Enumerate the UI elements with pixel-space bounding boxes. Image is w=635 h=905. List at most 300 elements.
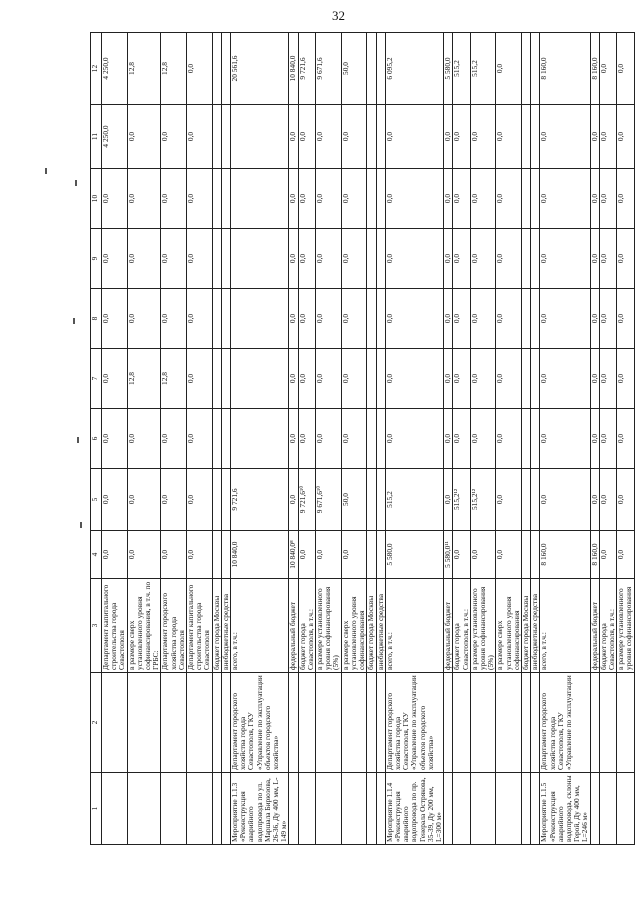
cell-c2 (367, 673, 376, 773)
value-cell (376, 229, 385, 289)
value-cell: 0,0 (453, 105, 470, 169)
value-cell: 0,0 (470, 531, 496, 579)
value-cell: 0,0 (496, 169, 522, 229)
cell-c1 (161, 773, 187, 845)
value-cell (212, 469, 221, 531)
value-cell (521, 289, 530, 349)
value-cell: 0,0 (187, 33, 213, 105)
table-row (127, 33, 161, 845)
value-cell: 0,0 (599, 289, 616, 349)
value-cell: 12,8 (161, 33, 187, 105)
value-cell: 0,0 (187, 229, 213, 289)
scan-mark (73, 318, 75, 324)
value-cell: 0,0 (161, 229, 187, 289)
cell-c3: внебюджетные средства (221, 579, 230, 673)
value-cell: 4 250,0 (102, 105, 128, 169)
value-cell (376, 531, 385, 579)
column-header: 8 (91, 289, 102, 349)
table-row (231, 33, 289, 845)
cell-c1 (212, 773, 221, 845)
value-cell: 0,0 (316, 409, 342, 469)
page-number: 32 (332, 8, 345, 23)
value-cell: 9 671,6 (316, 33, 342, 105)
value-cell: 9 721,6¹⁰ (298, 469, 315, 531)
value-cell: 0,0 (444, 169, 453, 229)
value-cell: 0,0 (102, 469, 128, 531)
cell-c3: в размере сверх установленного уровня софинансирования, в т.ч. по ГРБС: (127, 579, 161, 673)
value-cell: 0,0 (444, 409, 453, 469)
value-cell: 0,0 (187, 289, 213, 349)
value-cell: 0,0 (289, 349, 298, 409)
cell-c1 (187, 773, 213, 845)
value-cell: 10 840,0 (231, 531, 289, 579)
value-cell: 0,0 (127, 531, 161, 579)
value-cell (376, 349, 385, 409)
value-cell: 0,0 (289, 169, 298, 229)
value-cell: 0,0 (590, 229, 599, 289)
table-row (316, 33, 342, 845)
value-cell: 0,0 (298, 289, 315, 349)
value-cell: 0,0 (341, 105, 367, 169)
value-cell: 0,0 (470, 409, 496, 469)
value-cell (521, 531, 530, 579)
value-cell: 0,0 (341, 229, 367, 289)
column-header: 6 (91, 409, 102, 469)
value-cell: 0,0 (102, 229, 128, 289)
value-cell: 0,0 (341, 409, 367, 469)
value-cell: 20 561,6 (231, 33, 289, 105)
table-row (341, 33, 367, 845)
cell-c1: Мероприятие 1.1.3 «Реконструкция аварийного водопровода по ул. Маршала Бирюзова, 26-36, Ду 400 мм, L-149 м» (231, 773, 289, 845)
table-row (617, 33, 634, 845)
value-cell: 0,0 (385, 409, 443, 469)
column-header: 9 (91, 229, 102, 289)
column-header: 4 (91, 531, 102, 579)
value-cell: 0,0 (599, 409, 616, 469)
value-cell: 0,0 (540, 409, 590, 469)
value-cell (221, 229, 230, 289)
value-cell (521, 469, 530, 531)
table-row (496, 33, 522, 845)
value-cell: 515,2¹² (470, 469, 496, 531)
value-cell: 0,0 (453, 289, 470, 349)
rotated-table-container (90, 33, 634, 845)
value-cell: 0,0 (385, 169, 443, 229)
cell-c2: Департамент городского хозяйства города Севастополя, ГКУ «Управление по эксплуатации (540, 673, 590, 773)
value-cell (367, 531, 376, 579)
value-cell: 0,0 (385, 105, 443, 169)
cell-c2 (453, 673, 470, 773)
value-cell: 515,2 (385, 469, 443, 531)
value-cell (221, 349, 230, 409)
cell-c3: всего, в т.ч.: (385, 579, 443, 673)
cell-c3: бюджет города Севастополя, в т.ч.: (599, 579, 616, 673)
value-cell (367, 349, 376, 409)
value-cell (376, 409, 385, 469)
value-cell (367, 409, 376, 469)
value-cell: 0,0 (470, 169, 496, 229)
value-cell: 0,0 (540, 349, 590, 409)
value-cell (521, 33, 530, 105)
value-cell: 0,0 (617, 33, 634, 105)
value-cell: 0,0 (599, 33, 616, 105)
value-cell (376, 169, 385, 229)
cell-c2 (444, 673, 453, 773)
value-cell: 0,0 (617, 289, 634, 349)
value-cell (212, 229, 221, 289)
value-cell: 0,0 (540, 229, 590, 289)
cell-c1 (127, 773, 161, 845)
cell-c3: в размере установленного уровня софинансирования (5%) (470, 579, 496, 673)
cell-c3: бюджет города Москвы (521, 579, 530, 673)
value-cell (212, 105, 221, 169)
column-header: 3 (91, 579, 102, 673)
cell-c2 (341, 673, 367, 773)
value-cell: 0,0 (161, 105, 187, 169)
value-cell: 0,0 (161, 531, 187, 579)
value-cell: 10 840,0⁸ (289, 531, 298, 579)
table-row (470, 33, 496, 845)
value-cell: 0,0 (453, 229, 470, 289)
cell-c2 (599, 673, 616, 773)
value-cell: 0,0 (289, 469, 298, 531)
value-cell: 0,0 (127, 105, 161, 169)
value-cell: 0,0 (617, 169, 634, 229)
value-cell: 0,0 (453, 349, 470, 409)
cell-c3: Департамент капитального строительства города Севастополя (187, 579, 213, 673)
value-cell: 0,0 (298, 531, 315, 579)
column-header: 10 (91, 169, 102, 229)
table-row (212, 33, 221, 845)
cell-c2 (376, 673, 385, 773)
cell-c1 (316, 773, 342, 845)
table-row (540, 33, 590, 845)
column-header-row (91, 33, 102, 845)
value-cell: 0,0 (289, 409, 298, 469)
value-cell: 0,0 (385, 229, 443, 289)
value-cell: 0,0 (540, 105, 590, 169)
table-row (161, 33, 187, 845)
cell-c3: внебюджетные средства (376, 579, 385, 673)
value-cell (376, 469, 385, 531)
value-cell: 0,0 (298, 349, 315, 409)
value-cell: 12,8 (127, 33, 161, 105)
value-cell: 0,0 (444, 469, 453, 531)
value-cell: 0,0 (617, 531, 634, 579)
table-row (376, 33, 385, 845)
value-cell (231, 289, 289, 349)
value-cell (521, 169, 530, 229)
value-cell: 0,0 (385, 289, 443, 349)
column-header: 2 (91, 673, 102, 773)
value-cell: 0,0 (187, 469, 213, 531)
value-cell: 0,0 (617, 469, 634, 531)
value-cell: 0,0 (289, 105, 298, 169)
value-cell (212, 33, 221, 105)
value-cell: 0,0 (444, 105, 453, 169)
cell-c1 (102, 773, 128, 845)
value-cell: 0,0 (590, 289, 599, 349)
value-cell: 5 580,0 (444, 33, 453, 105)
value-cell: 0,0 (496, 289, 522, 349)
cell-c2: Департамент городского хозяйства города Севастополя, ГКУ «Управление по эксплуатации объектов городского хозяйства» (385, 673, 443, 773)
value-cell: 0,0 (540, 169, 590, 229)
value-cell: 0,0 (187, 349, 213, 409)
value-cell: 0,0 (298, 169, 315, 229)
value-cell (221, 289, 230, 349)
table-row (289, 33, 298, 845)
value-cell: 0,0 (316, 105, 342, 169)
value-cell: 515,2¹² (453, 469, 470, 531)
value-cell: 5 580,0¹¹ (444, 531, 453, 579)
value-cell: 0,0 (385, 349, 443, 409)
table-row (102, 33, 128, 845)
value-cell (521, 105, 530, 169)
column-header: 7 (91, 349, 102, 409)
value-cell (521, 409, 530, 469)
value-cell: 50,0 (341, 33, 367, 105)
value-cell: 0,0 (496, 469, 522, 531)
value-cell (521, 229, 530, 289)
value-cell: 0,0 (316, 229, 342, 289)
value-cell: 0,0 (298, 105, 315, 169)
value-cell: 0,0 (590, 105, 599, 169)
value-cell: 0,0 (187, 105, 213, 169)
value-cell: 9 721,6 (298, 33, 315, 105)
value-cell (231, 169, 289, 229)
value-cell: 0,0 (102, 409, 128, 469)
value-cell: 0,0 (590, 409, 599, 469)
value-cell: 0,0 (470, 349, 496, 409)
value-cell (231, 229, 289, 289)
value-cell: 0,0 (289, 289, 298, 349)
cell-c3: в размере сверх установленного уровня софинансирования (496, 579, 522, 673)
value-cell: 0,0 (161, 289, 187, 349)
cell-c1 (444, 773, 453, 845)
value-cell: 0,0 (590, 169, 599, 229)
cell-c3: федеральный бюджет (444, 579, 453, 673)
value-cell: 0,0 (496, 409, 522, 469)
scan-mark (77, 437, 79, 443)
cell-c3: в размере сверх установленного уровня софинансирования (341, 579, 367, 673)
value-cell: 0,0 (444, 229, 453, 289)
value-cell: 9 671,6¹⁰ (316, 469, 342, 531)
value-cell: 0,0 (341, 169, 367, 229)
value-cell: 0,0 (161, 469, 187, 531)
cell-c1 (470, 773, 496, 845)
value-cell: 0,0 (453, 531, 470, 579)
value-cell (212, 531, 221, 579)
value-cell (367, 289, 376, 349)
value-cell (212, 409, 221, 469)
cell-c1 (298, 773, 315, 845)
value-cell: 10 840,0 (289, 33, 298, 105)
value-cell: 0,0 (453, 169, 470, 229)
table-row (599, 33, 616, 845)
value-cell: 8 160,0 (590, 531, 599, 579)
cell-c3: Департамент городского хозяйства города Севастополя (161, 579, 187, 673)
value-cell: 0,0 (599, 105, 616, 169)
table-row (367, 33, 376, 845)
value-cell: 0,0 (470, 229, 496, 289)
value-cell: 0,0 (127, 169, 161, 229)
value-cell: 0,0 (599, 531, 616, 579)
value-cell: 0,0 (316, 169, 342, 229)
cell-c1 (453, 773, 470, 845)
value-cell: 0,0 (599, 229, 616, 289)
value-cell: 0,0 (316, 531, 342, 579)
value-cell (367, 169, 376, 229)
value-cell (221, 169, 230, 229)
value-cell: 0,0 (617, 229, 634, 289)
cell-c1 (289, 773, 298, 845)
value-cell: 4 250,0 (102, 33, 128, 105)
value-cell (521, 349, 530, 409)
value-cell: 0,0 (102, 289, 128, 349)
value-cell (367, 229, 376, 289)
cell-c3: бюджет города Москвы (212, 579, 221, 673)
value-cell: 50,0 (341, 469, 367, 531)
value-cell: 0,0 (127, 469, 161, 531)
value-cell: 0,0 (341, 531, 367, 579)
value-cell: 0,0 (590, 469, 599, 531)
value-cell: 0,0 (496, 349, 522, 409)
value-cell: 515,2 (453, 33, 470, 105)
value-cell: 0,0 (187, 169, 213, 229)
cell-c3: внебюджетные средства (531, 579, 540, 673)
value-cell: 5 580,0 (385, 531, 443, 579)
scan-mark (80, 522, 82, 528)
cell-c2 (316, 673, 342, 773)
table-body (102, 33, 635, 845)
value-cell: 0,0 (599, 169, 616, 229)
value-cell (376, 105, 385, 169)
value-cell: 6 095,2 (385, 33, 443, 105)
cell-c3: всего, в т.ч.: (231, 579, 289, 673)
value-cell: 0,0 (599, 469, 616, 531)
cell-c3: федеральный бюджет (289, 579, 298, 673)
value-cell (231, 409, 289, 469)
value-cell: 0,0 (127, 289, 161, 349)
value-cell: 0,0 (617, 105, 634, 169)
cell-c1 (521, 773, 530, 845)
value-cell (221, 409, 230, 469)
value-cell: 0,0 (102, 169, 128, 229)
value-cell (367, 33, 376, 105)
cell-c2: Департамент городского хозяйства города Севастополя, ГКУ «Управление по эксплуатации объектов городского хозяйства» (231, 673, 289, 773)
value-cell: 0,0 (617, 409, 634, 469)
value-cell (221, 105, 230, 169)
value-cell: 0,0 (102, 349, 128, 409)
cell-c1 (590, 773, 599, 845)
column-header: 1 (91, 773, 102, 845)
value-cell (376, 33, 385, 105)
cell-c2 (212, 673, 221, 773)
value-cell: 12,8 (161, 349, 187, 409)
cell-c3: всего, в т.ч.: (540, 579, 590, 673)
scan-mark (45, 168, 47, 174)
value-cell: 0,0 (316, 349, 342, 409)
table-row (385, 33, 443, 845)
value-cell: 0,0 (496, 33, 522, 105)
cell-c1 (617, 773, 634, 845)
cell-c3: бюджет города Москвы (367, 579, 376, 673)
value-cell: 0,0 (540, 469, 590, 531)
cell-c1: Мероприятие 1.1.5 «Реконструкция аварийного водопровода, склоны Герой, Ду 400 мм, L=246 м» (540, 773, 590, 845)
table-row (590, 33, 599, 845)
cell-c3: бюджет города Севастополя, в т.ч.: (298, 579, 315, 673)
budget-table (90, 32, 635, 845)
cell-c3: федеральный бюджет (590, 579, 599, 673)
value-cell: 0,0 (316, 289, 342, 349)
value-cell: 0,0 (617, 349, 634, 409)
cell-c2 (521, 673, 530, 773)
value-cell: 0,0 (496, 229, 522, 289)
value-cell: 0,0 (599, 349, 616, 409)
column-header: 5 (91, 469, 102, 531)
value-cell (231, 349, 289, 409)
value-cell: 0,0 (444, 349, 453, 409)
cell-c1: Мероприятие 1.1.4 «Реконструкция аварийного водопровода по пр. Генерала Острякова, 35-39, Ду 200 мм, L=300 м» (385, 773, 443, 845)
value-cell: 0,0 (187, 409, 213, 469)
value-cell: 8 160,0 (540, 531, 590, 579)
value-cell: 0,0 (102, 531, 128, 579)
cell-c2 (187, 673, 213, 773)
value-cell: 0,0 (127, 409, 161, 469)
value-cell (212, 349, 221, 409)
cell-c2 (161, 673, 187, 773)
value-cell: 0,0 (298, 229, 315, 289)
cell-c3: Департамент капитального строительства города Севастополя (102, 579, 128, 673)
cell-c1 (367, 773, 376, 845)
value-cell (212, 289, 221, 349)
cell-c2 (590, 673, 599, 773)
value-cell (367, 105, 376, 169)
value-cell: 0,0 (341, 289, 367, 349)
value-cell: 0,0 (298, 409, 315, 469)
cell-c3: в размере установленного уровня софинансирования (617, 579, 634, 673)
value-cell (231, 105, 289, 169)
value-cell: 0,0 (496, 105, 522, 169)
table-row (298, 33, 315, 845)
value-cell (367, 469, 376, 531)
value-cell: 12,8 (127, 349, 161, 409)
value-cell: 0,0 (341, 349, 367, 409)
table-row (187, 33, 213, 845)
cell-c1 (376, 773, 385, 845)
value-cell: 0,0 (590, 349, 599, 409)
cell-c1 (496, 773, 522, 845)
cell-c2 (127, 673, 161, 773)
cell-c2 (289, 673, 298, 773)
value-cell: 0,0 (161, 169, 187, 229)
value-cell: 0,0 (496, 531, 522, 579)
value-cell: 0,0 (453, 409, 470, 469)
cell-c3: бюджет города Севастополя, в т.ч.: (453, 579, 470, 673)
value-cell: 0,0 (470, 289, 496, 349)
value-cell: 0,0 (187, 531, 213, 579)
value-cell (376, 289, 385, 349)
cell-c2 (102, 673, 128, 773)
column-header: 11 (91, 105, 102, 169)
value-cell: 8 160,0 (590, 33, 599, 105)
cell-c2 (298, 673, 315, 773)
value-cell: 0,0 (444, 289, 453, 349)
value-cell: 8 160,0 (540, 33, 590, 105)
cell-c2 (470, 673, 496, 773)
cell-c2 (617, 673, 634, 773)
value-cell (212, 169, 221, 229)
